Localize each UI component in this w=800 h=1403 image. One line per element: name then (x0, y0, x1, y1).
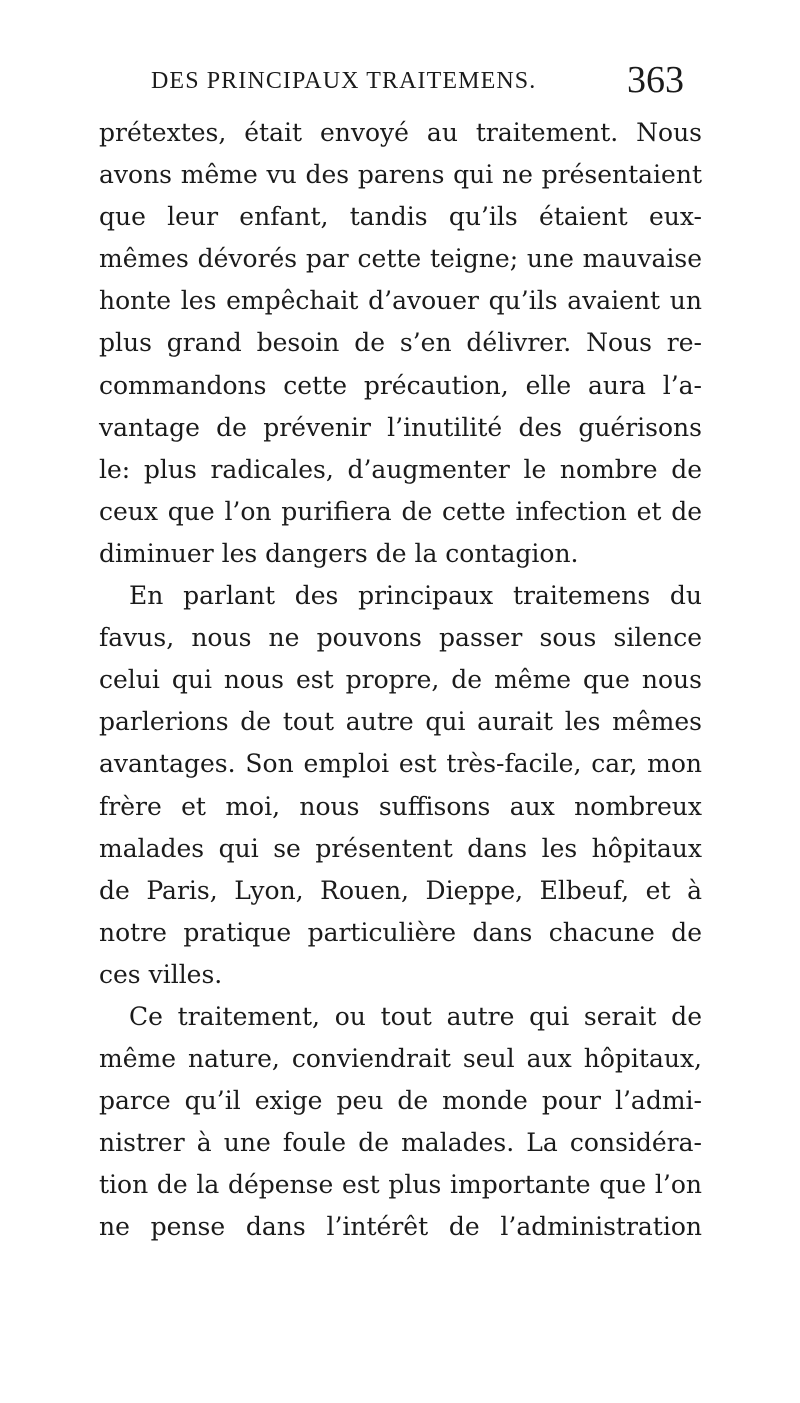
paragraph-start-line: Ce traitement, ou tout autre qui serait de (129, 1001, 702, 1031)
text-line: prétextes, était envoyé au traitement. Nous (99, 118, 702, 147)
text-line: parlerions de tout autre qui aurait les mêmes (99, 707, 702, 737)
text-line: favus, nous ne pouvons passer sous silence (99, 623, 702, 653)
text-line: tion de la dépense est plus importante que l’on (99, 1170, 702, 1200)
paragraph-start-line: En parlant des principaux traitemens du (129, 581, 702, 611)
text-line: ne pense dans l’intérêt de l’administration (99, 1212, 702, 1242)
text-line: plus grand besoin de s’en délivrer. Nous re- (99, 328, 702, 358)
text-line: frère et moi, nous suffisons aux nombreux (99, 791, 702, 821)
text-line: mêmes dévorés par cette teigne; une mauvaise (99, 244, 702, 274)
text-line: même nature, conviendrait seul aux hôpitaux, (99, 1044, 702, 1074)
text-line: parce qu’il exige peu de monde pour l’admi- (99, 1086, 702, 1116)
body-text (99, 112, 702, 1249)
text-line: ceux que l’on purifiera de cette infection et de (99, 496, 702, 526)
text-line: notre pratique particulière dans chacune de (99, 917, 702, 947)
text-line: celui qui nous est propre, de même que nous (99, 665, 702, 695)
text-line: le: plus radicales, d’augmenter le nombre de (99, 454, 702, 484)
paragraph-end-line: diminuer les dangers de la contagion. (99, 538, 579, 568)
page-number: 363 (627, 59, 684, 101)
text-line: honte les empêchait d’avouer qu’ils avaient un (99, 286, 702, 316)
text-line: que leur enfant, tandis qu’ils étaient eux- (99, 202, 702, 232)
text-line: malades qui se présentent dans les hôpitaux (99, 833, 702, 863)
running-title: DES PRINCIPAUX TRAITEMENS. (151, 68, 537, 94)
text-line: avons même vu des parens qui ne présentaient (99, 160, 702, 190)
text-line: de Paris, Lyon, Rouen, Dieppe, Elbeuf, et à (99, 875, 702, 905)
running-head (0, 56, 800, 106)
text-line: commandons cette précaution, elle aura l’a- (99, 370, 702, 400)
text-line: nistrer à une foule de malades. La considéra- (99, 1128, 702, 1158)
text-line: avantages. Son emploi est très-facile, car, mon (99, 749, 702, 779)
paragraph-end-line: ces villes. (99, 959, 223, 989)
text-line: vantage de prévenir l’inutilité des guérisons (99, 412, 702, 442)
